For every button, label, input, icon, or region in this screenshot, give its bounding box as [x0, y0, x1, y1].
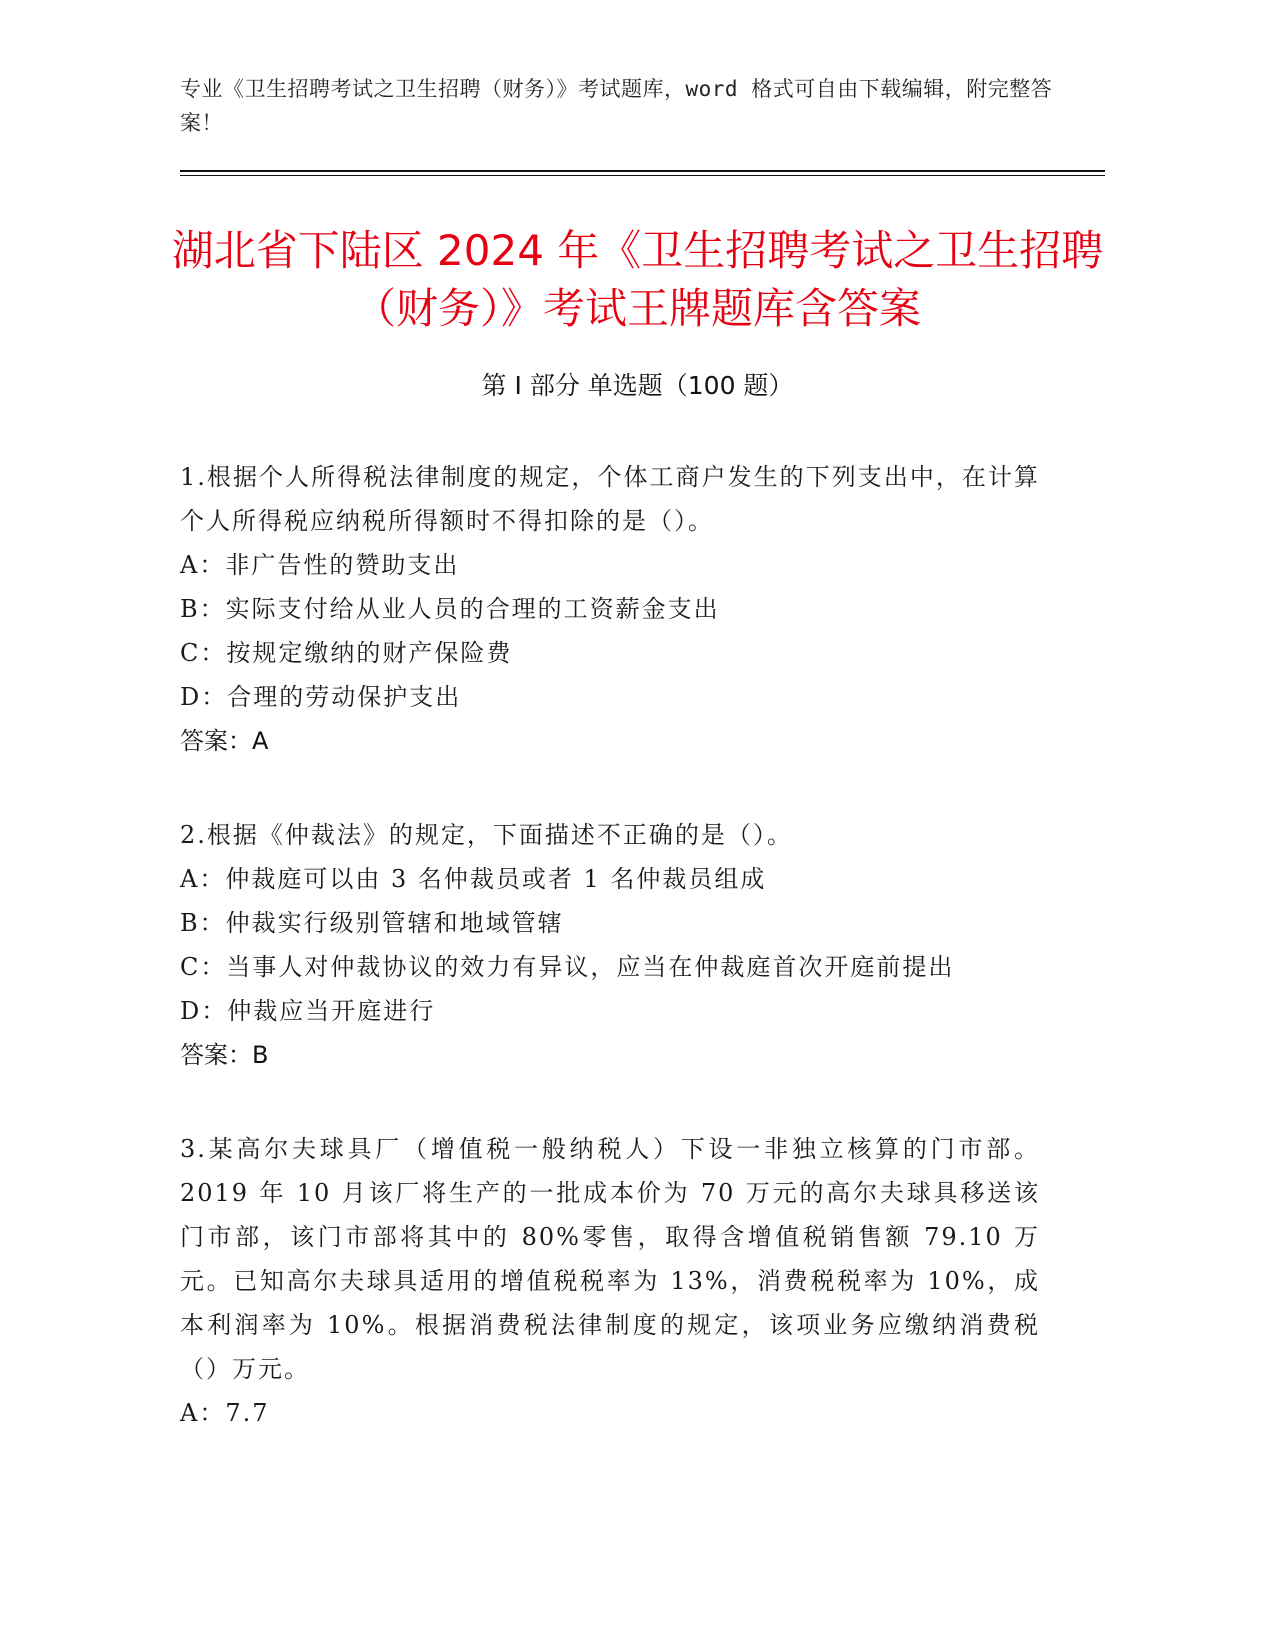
- question-2: [180, 813, 1040, 1077]
- question-list: [180, 455, 1040, 1485]
- question-stem: 2.根据《仲裁法》的规定，下面描述不正确的是（）。: [180, 821, 793, 849]
- option-a: A：仲裁庭可以由 3 名仲裁员或者 1 名仲裁员组成: [180, 865, 767, 893]
- question-1: [180, 455, 1040, 763]
- section-title: 第 I 部分 单选题（100 题）: [481, 371, 794, 400]
- option-c: C：按规定缴纳的财产保险费: [180, 639, 513, 667]
- option-a: A：非广告性的赞助支出: [180, 551, 460, 579]
- option-b: B：实际支付给从业人员的合理的工资薪金支出: [180, 595, 720, 623]
- header-divider-thin: [180, 175, 1105, 176]
- answer-line: 答案：B: [180, 1041, 269, 1069]
- document-title: 湖北省下陆区 2024 年《卫生招聘考试之卫生招聘（财务）》考试王牌题库含答案: [171, 226, 1104, 333]
- option-a: A：7.7: [180, 1399, 270, 1427]
- option-d: D：合理的劳动保护支出: [180, 683, 462, 711]
- question-stem: 1.根据个人所得税法律制度的规定，个体工商户发生的下列支出中，在计算个人所得税应纳税所得额时不得扣除的是（）。: [180, 463, 1040, 535]
- question-stem: 3.某高尔夫球具厂（增值税一般纳税人）下设一非独立核算的门市部。2019 年 10 月该厂将生产的一批成本价为 70 万元的高尔夫球具移送该门市部，该门市部将其中的 80%零售，取得含增值税销售额 79.10 万元。已知高尔夫球具适用的增值税税率为 13%，消费税税率为 10%，成本利润率为 10%。根据消费税法律制度的规定，该项业务应缴纳消费税（）万元。: [180, 1135, 1040, 1383]
- option-b: B：仲裁实行级别管辖和地域管辖: [180, 909, 564, 937]
- question-3: [180, 1127, 1040, 1435]
- header-divider-thick: [180, 170, 1105, 172]
- header-note: 专业《卫生招聘考试之卫生招聘（财务）》考试题库，word 格式可自由下载编辑，附完整答案！: [180, 77, 1053, 135]
- answer-line: 答案：A: [180, 727, 269, 755]
- option-c: C：当事人对仲裁协议的效力有异议，应当在仲裁庭首次开庭前提出: [180, 953, 955, 981]
- option-d: D：仲裁应当开庭进行: [180, 997, 436, 1025]
